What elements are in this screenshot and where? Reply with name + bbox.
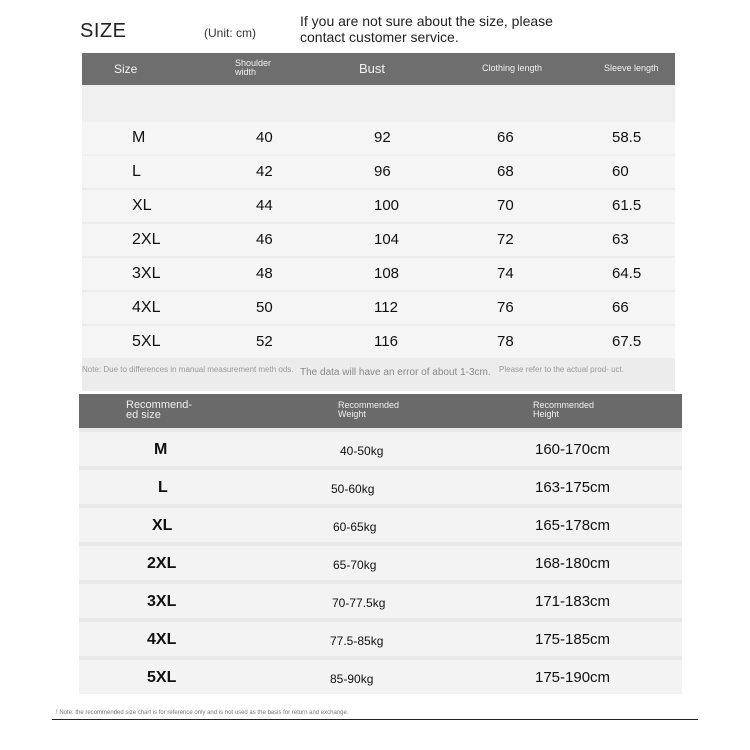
cell-shoulder: 52 <box>256 333 273 350</box>
cell-size: 5XL <box>132 333 161 350</box>
measurement-note <box>82 365 672 387</box>
cell-bust: 92 <box>374 129 391 146</box>
header-clothing-length: Clothing length <box>482 63 543 73</box>
size-title: SIZE <box>80 20 127 42</box>
cell-weight: 50-60kg <box>331 482 375 496</box>
cell-shoulder: 44 <box>256 197 273 214</box>
header-recommended-height: Recommended Height <box>533 400 595 419</box>
cell-bust: 104 <box>374 231 400 248</box>
table-row <box>79 470 682 504</box>
cell-size: L <box>132 163 141 180</box>
cell-length: 66 <box>497 129 514 146</box>
recommend-table <box>79 394 682 694</box>
header-recommended-weight: Recommended Weight <box>338 400 400 419</box>
note-middle: The data will have an error of about 1-3cm. <box>300 367 491 378</box>
cell-height: 165-178cm <box>535 517 611 534</box>
table-row <box>82 292 675 324</box>
header-recommended-size: Recommend- ed size <box>126 399 193 421</box>
cell-bust: 108 <box>374 265 400 282</box>
cell-weight: 65-70kg <box>333 558 377 572</box>
size-table-header <box>82 53 675 85</box>
recommend-table-header <box>79 394 682 428</box>
header-shoulder-width: Shoulder width <box>235 58 272 77</box>
cell-size: 4XL <box>132 299 161 316</box>
cell-height: 175-185cm <box>535 631 611 648</box>
footer-note: ! Note: the recommended size chart is for reference only and is not used as the basis for return and exchange. <box>56 710 349 716</box>
header-bust: Bust <box>359 61 386 76</box>
table-row <box>79 584 682 618</box>
cell-size: 3XL <box>147 593 177 610</box>
service-note-line-1: If you are not sure about the size, please <box>300 13 553 29</box>
cell-height: 175-190cm <box>535 669 611 686</box>
table-row <box>79 432 682 466</box>
cell-bust: 100 <box>374 197 400 214</box>
service-note <box>300 13 600 45</box>
cell-size: XL <box>152 517 173 534</box>
cell-size: M <box>132 129 146 146</box>
note-left: Note: Due to differences in manual measurement meth ods. <box>82 365 294 374</box>
cell-weight: 60-65kg <box>333 520 377 534</box>
cell-sleeve: 60 <box>612 163 629 180</box>
cell-sleeve: 66 <box>612 299 629 316</box>
cell-bust: 112 <box>374 299 398 316</box>
table-row <box>82 326 675 358</box>
cell-weight: 77.5-85kg <box>330 634 384 648</box>
cell-weight: 85-90kg <box>330 672 374 686</box>
table-row <box>82 190 675 222</box>
cell-size: 3XL <box>132 265 161 282</box>
cell-sleeve: 63 <box>612 231 629 248</box>
table-row <box>82 122 675 154</box>
cell-sleeve: 61.5 <box>612 197 642 214</box>
cell-length: 68 <box>497 163 514 180</box>
cell-length: 74 <box>497 265 514 282</box>
service-note-line-2: contact customer service. <box>300 29 459 45</box>
cell-size: M <box>154 441 168 458</box>
cell-shoulder: 42 <box>256 163 273 180</box>
table-row <box>79 508 682 542</box>
size-table <box>82 53 675 391</box>
header-size: Size <box>114 62 138 76</box>
table-row <box>82 156 675 188</box>
cell-length: 72 <box>497 231 514 248</box>
cell-shoulder: 48 <box>256 265 273 282</box>
cell-size: 2XL <box>132 231 161 248</box>
cell-height: 160-170cm <box>535 441 611 458</box>
cell-size: 5XL <box>147 669 177 686</box>
cell-bust: 96 <box>374 163 391 180</box>
table-row <box>82 258 675 290</box>
cell-length: 78 <box>497 333 514 350</box>
cell-sleeve: 67.5 <box>612 333 642 350</box>
unit-label: (Unit: cm) <box>204 26 256 40</box>
table-row <box>79 660 682 694</box>
header-sleeve-length: Sleeve length <box>604 63 659 73</box>
table-row <box>82 224 675 256</box>
cell-sleeve: 58.5 <box>612 129 642 146</box>
bottom-divider <box>52 719 698 720</box>
table-row <box>79 546 682 580</box>
cell-shoulder: 40 <box>256 129 273 146</box>
cell-size: 2XL <box>147 555 177 572</box>
cell-size: XL <box>132 197 152 214</box>
cell-size: 4XL <box>147 631 177 648</box>
note-right: Please refer to the actual prod- uct. <box>499 365 624 374</box>
cell-height: 171-183cm <box>535 593 611 610</box>
cell-weight: 40-50kg <box>340 444 384 458</box>
cell-height: 163-175cm <box>535 479 611 496</box>
cell-length: 76 <box>497 299 514 316</box>
cell-weight: 70-77.5kg <box>332 596 386 610</box>
table-row <box>79 622 682 656</box>
cell-shoulder: 46 <box>256 231 273 248</box>
cell-sleeve: 64.5 <box>612 265 642 282</box>
cell-shoulder: 50 <box>256 299 273 316</box>
cell-size: L <box>158 479 168 496</box>
cell-bust: 116 <box>374 333 398 350</box>
cell-height: 168-180cm <box>535 555 611 572</box>
cell-length: 70 <box>497 197 514 214</box>
